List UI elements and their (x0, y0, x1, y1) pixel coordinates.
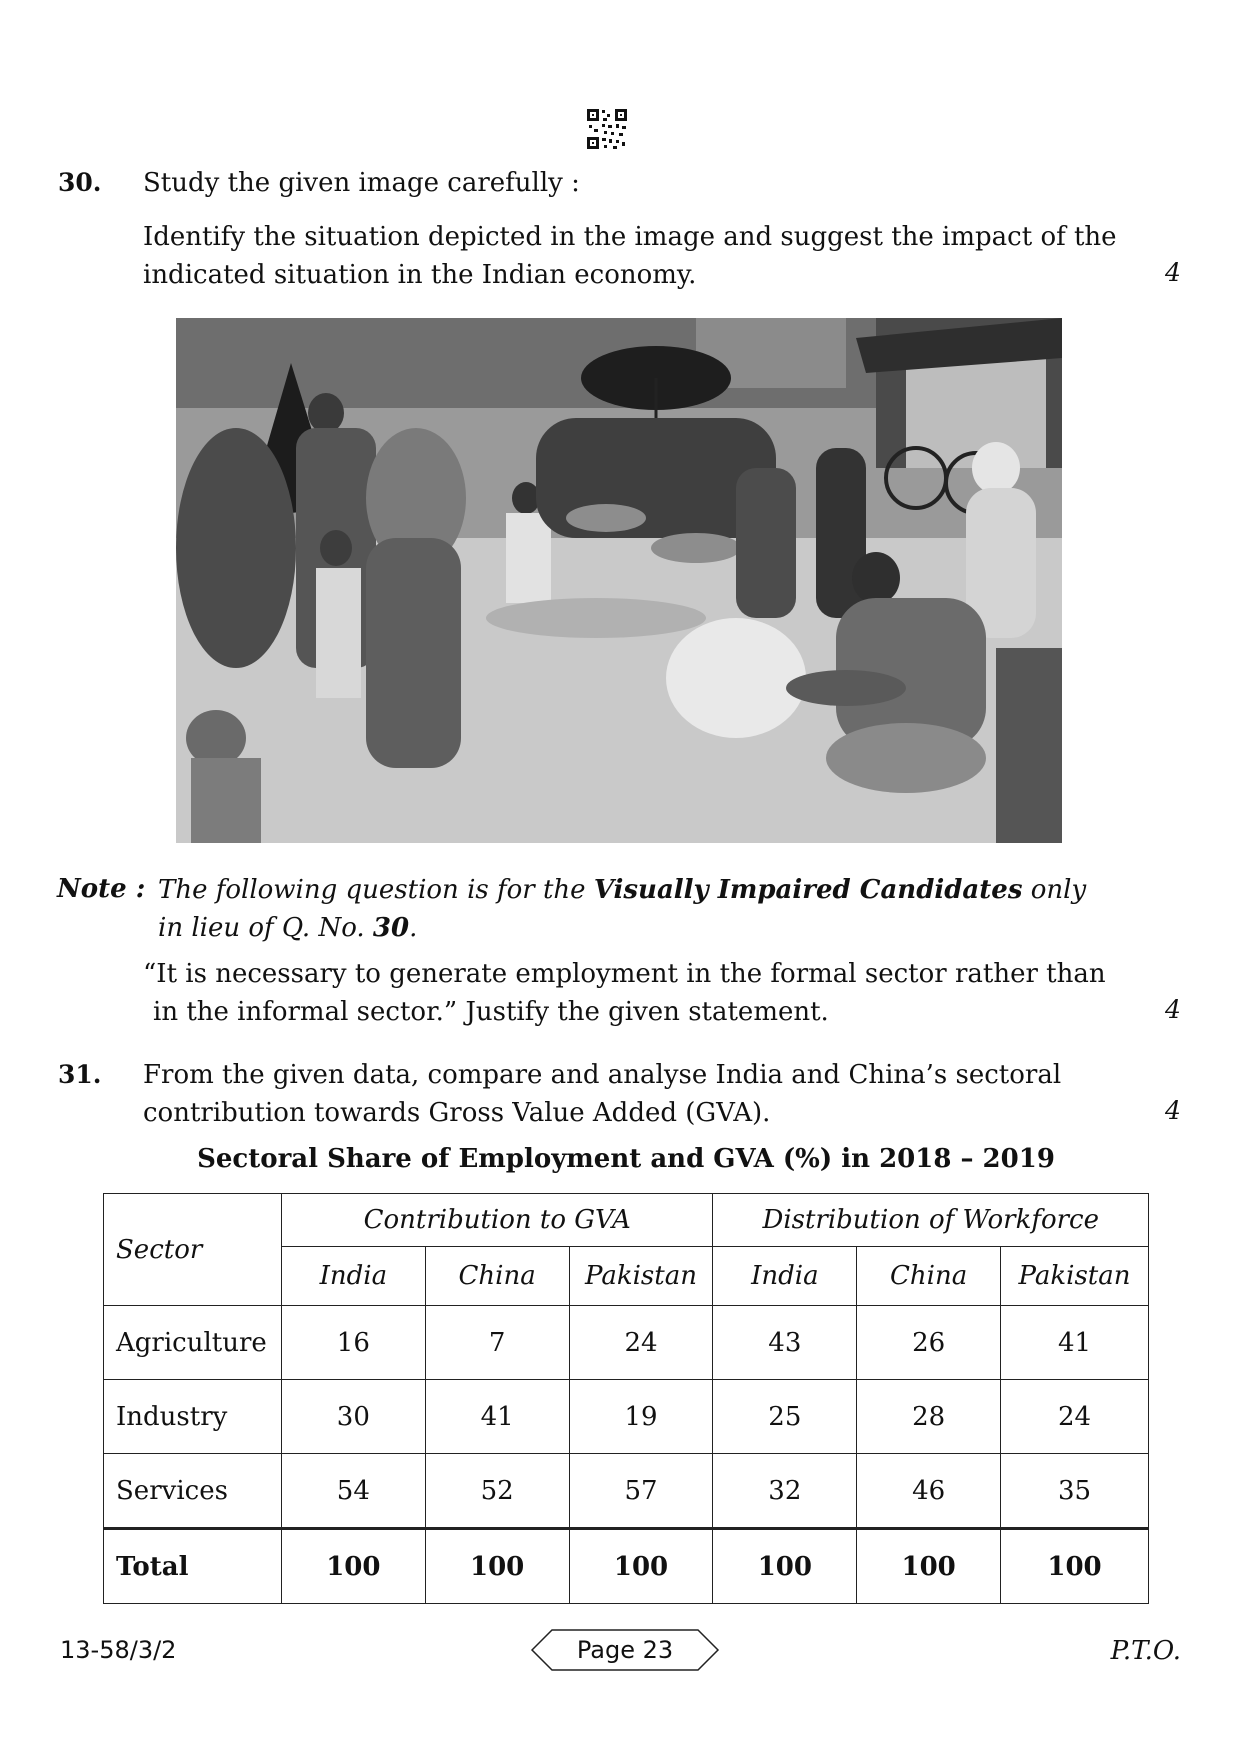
qr-code-icon (586, 108, 628, 150)
table-row (104, 1380, 1149, 1454)
total-label: Total (104, 1529, 282, 1604)
table-title: Sectoral Share of Employment and GVA (%) in 2018 – 2019 (197, 1144, 1055, 1174)
statement-text: in the informal sector.” Justify the given statement. (153, 997, 829, 1027)
question-text: Study the given image carefully : (143, 168, 580, 198)
paper-code: 13-58/3/2 (60, 1636, 177, 1664)
table-cell: 54 (281, 1454, 425, 1529)
sector-label: Agriculture (104, 1306, 282, 1380)
country-header: India (281, 1247, 425, 1306)
pto-label: P.T.O. (1110, 1636, 1181, 1666)
question-text: From the given data, compare and analyse India and China’s sectoral (143, 1060, 1062, 1090)
table-cell: 43 (713, 1306, 857, 1380)
table-cell: 25 (713, 1380, 857, 1454)
total-cell: 100 (1001, 1529, 1149, 1604)
gva-group-header: Contribution to GVA (281, 1194, 713, 1247)
total-cell: 100 (425, 1529, 569, 1604)
total-cell: 100 (569, 1529, 713, 1604)
question-number: 31. (58, 1060, 102, 1089)
total-row (104, 1529, 1149, 1604)
total-cell: 100 (281, 1529, 425, 1604)
table-cell: 46 (857, 1454, 1001, 1529)
market-photograph (176, 318, 1062, 843)
question-number: 30. (58, 168, 102, 197)
table-cell: 26 (857, 1306, 1001, 1380)
table-cell: 41 (425, 1380, 569, 1454)
note-text: The following question is for the Visually Impaired Candidates only (158, 875, 1087, 905)
question-text: indicated situation in the Indian economy. (143, 260, 697, 290)
country-header: Pakistan (1001, 1247, 1149, 1306)
table-cell: 24 (569, 1306, 713, 1380)
page-number: Page 23 (576, 1636, 674, 1664)
table-cell: 35 (1001, 1454, 1149, 1529)
table-cell: 32 (713, 1454, 857, 1529)
question-text: Identify the situation depicted in the image and suggest the impact of the (143, 222, 1117, 252)
table-row (104, 1454, 1149, 1529)
table-cell: 41 (1001, 1306, 1149, 1380)
note-text: in lieu of Q. No. 30. (158, 913, 418, 943)
sector-label: Industry (104, 1380, 282, 1454)
question-text: contribution towards Gross Value Added (GVA). (143, 1098, 771, 1128)
statement-text: “It is necessary to generate employment in the formal sector rather than (143, 959, 1106, 989)
marks-label: 4 (1165, 1096, 1181, 1125)
total-cell: 100 (713, 1529, 857, 1604)
table-cell: 16 (281, 1306, 425, 1380)
table-row (104, 1306, 1149, 1380)
table-cell: 24 (1001, 1380, 1149, 1454)
country-header: India (713, 1247, 857, 1306)
table-cell: 19 (569, 1380, 713, 1454)
country-header: Pakistan (569, 1247, 713, 1306)
table-cell: 52 (425, 1454, 569, 1529)
total-cell: 100 (857, 1529, 1001, 1604)
country-header: China (857, 1247, 1001, 1306)
workforce-group-header: Distribution of Workforce (713, 1194, 1149, 1247)
sector-header: Sector (104, 1194, 282, 1306)
table-cell: 30 (281, 1380, 425, 1454)
sector-label: Services (104, 1454, 282, 1529)
table-cell: 57 (569, 1454, 713, 1529)
page-number-badge (530, 1628, 720, 1672)
marks-label: 4 (1165, 995, 1181, 1024)
sectoral-share-table (103, 1193, 1149, 1604)
note-label: Note : (57, 874, 146, 904)
country-header: China (425, 1247, 569, 1306)
table-cell: 28 (857, 1380, 1001, 1454)
table-cell: 7 (425, 1306, 569, 1380)
marks-label: 4 (1165, 258, 1181, 287)
